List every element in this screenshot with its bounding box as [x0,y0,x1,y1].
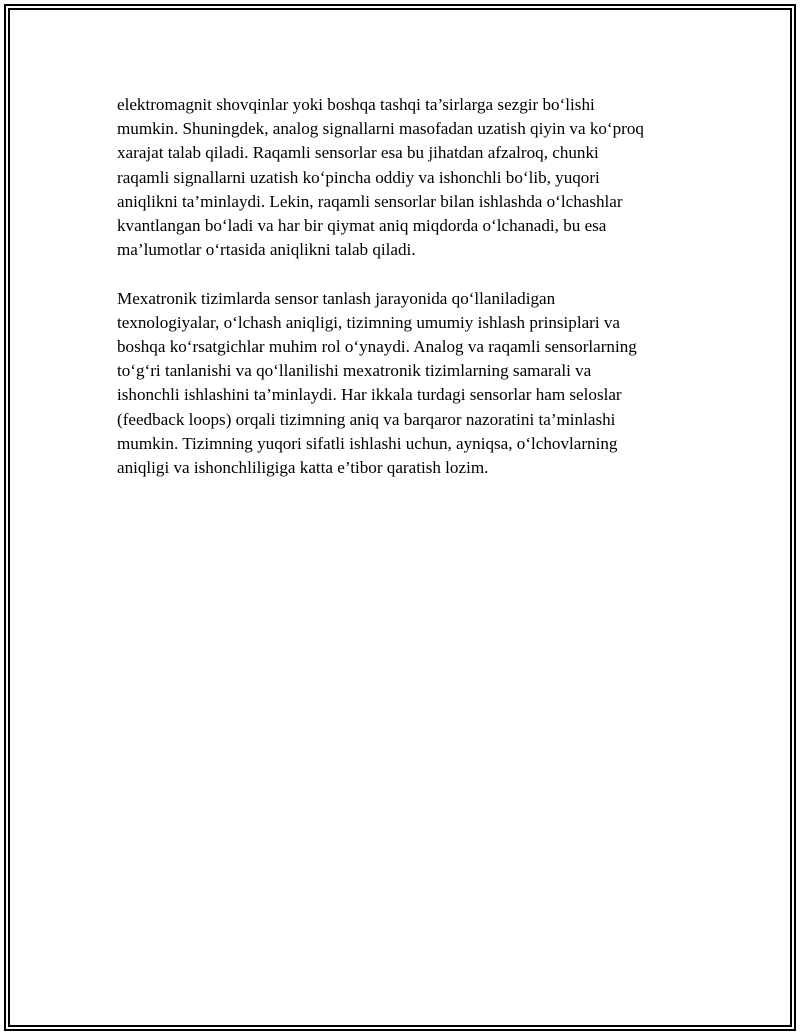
text-line: aniqligi va ishonchliligiga katta e’tibor qaratish lozim. [117,458,489,478]
text-line: to‘g‘ri tanlanishi va qo‘llanilishi mexatronik tizimlarning samarali va [117,361,592,381]
text-line: mumkin. Tizimning yuqori sifatli ishlashi uchun, ayniqsa, o‘lchovlarning [117,433,618,453]
document-body [117,93,707,480]
text-line: xarajat talab qiladi. Raqamli sensorlar esa bu jihatdan afzalroq, chunki [117,143,599,163]
text-line: kvantlangan bo‘ladi va har bir qiymat aniq miqdorda o‘lchanadi, bu esa [117,216,607,236]
text-line: mumkin. Shuningdek, analog signallarni masofadan uzatish qiyin va ko‘proq [117,119,644,139]
text-line: ishonchli ishlashini ta’minlaydi. Har ikkala turdagi sensorlar ham seloslar [117,385,622,405]
paragraph-2 [117,287,707,481]
text-line: raqamli signallarni uzatish ko‘pincha oddiy va ishonchli bo‘lib, yuqori [117,167,600,187]
paragraph-1 [117,93,707,262]
text-line: texnologiyalar, o‘lchash aniqligi, tizimning umumiy ishlash prinsiplari va [117,312,621,332]
text-line: ma’lumotlar o‘rtasida aniqlikni talab qiladi. [117,240,416,260]
text-line: Mexatronik tizimlarda sensor tanlash jarayonida qo‘llaniladigan [117,288,556,308]
text-line: elektromagnit shovqinlar yoki boshqa tashqi ta’sirlarga sezgir bo‘lishi [117,95,595,114]
text-line: aniqlikni ta’minlaydi. Lekin, raqamli sensorlar bilan ishlashda o‘lchashlar [117,191,623,211]
text-line: boshqa ko‘rsatgichlar muhim rol o‘ynaydi. Analog va raqamli sensorlarning [117,337,637,357]
text-line: (feedback loops) orqali tizimning aniq va barqaror nazoratini ta’minlashi [117,409,616,429]
